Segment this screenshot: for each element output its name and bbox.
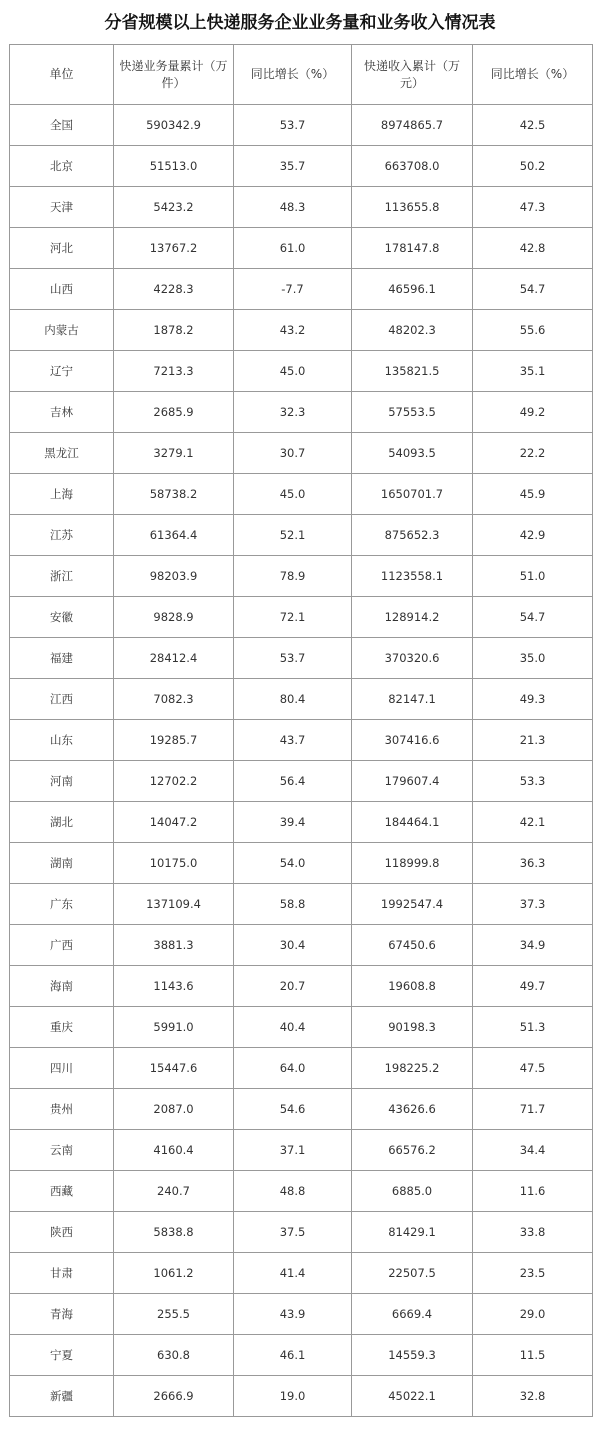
table-row [10, 1253, 593, 1294]
page-title: 分省规模以上快递服务企业业务量和业务收入情况表 [104, 13, 496, 33]
cell-region: 内蒙古 [10, 310, 114, 351]
cell-region: 河北 [10, 228, 114, 269]
cell-volume: 7082.3 [114, 679, 234, 720]
cell-region: 福建 [10, 638, 114, 679]
cell-volume-growth: 78.9 [234, 556, 352, 597]
cell-revenue-growth: 32.8 [473, 1376, 593, 1417]
cell-volume-growth: 54.0 [234, 843, 352, 884]
cell-revenue-growth: 42.1 [473, 802, 593, 843]
cell-revenue: 198225.2 [352, 1048, 473, 1089]
cell-volume-growth: 40.4 [234, 1007, 352, 1048]
cell-revenue: 22507.5 [352, 1253, 473, 1294]
cell-volume-growth: 53.7 [234, 638, 352, 679]
header-revenue-cumulative: 快递收入累计（万元） [352, 45, 473, 105]
cell-revenue-growth: 55.6 [473, 310, 593, 351]
cell-revenue-growth: 34.9 [473, 925, 593, 966]
table-row [10, 228, 593, 269]
cell-volume-growth: 64.0 [234, 1048, 352, 1089]
cell-revenue: 46596.1 [352, 269, 473, 310]
cell-revenue: 179607.4 [352, 761, 473, 802]
cell-volume-growth: 48.8 [234, 1171, 352, 1212]
cell-revenue: 90198.3 [352, 1007, 473, 1048]
cell-revenue-growth: 54.7 [473, 597, 593, 638]
cell-volume-growth: 80.4 [234, 679, 352, 720]
cell-volume: 4228.3 [114, 269, 234, 310]
cell-volume: 15447.6 [114, 1048, 234, 1089]
cell-volume-growth: 46.1 [234, 1335, 352, 1376]
cell-region: 全国 [10, 105, 114, 146]
cell-region: 甘肃 [10, 1253, 114, 1294]
cell-region: 广东 [10, 884, 114, 925]
cell-revenue-growth: 29.0 [473, 1294, 593, 1335]
cell-revenue: 67450.6 [352, 925, 473, 966]
cell-volume: 14047.2 [114, 802, 234, 843]
cell-volume-growth: 45.0 [234, 474, 352, 515]
cell-revenue: 43626.6 [352, 1089, 473, 1130]
table-row [10, 1130, 593, 1171]
cell-volume: 3279.1 [114, 433, 234, 474]
cell-revenue: 307416.6 [352, 720, 473, 761]
table-row [10, 556, 593, 597]
table-row [10, 187, 593, 228]
cell-revenue: 135821.5 [352, 351, 473, 392]
cell-revenue-growth: 71.7 [473, 1089, 593, 1130]
cell-volume-growth: 53.7 [234, 105, 352, 146]
cell-volume: 2685.9 [114, 392, 234, 433]
cell-revenue: 113655.8 [352, 187, 473, 228]
cell-volume: 2666.9 [114, 1376, 234, 1417]
cell-volume: 1143.6 [114, 966, 234, 1007]
cell-volume-growth: 48.3 [234, 187, 352, 228]
cell-region: 北京 [10, 146, 114, 187]
cell-revenue: 48202.3 [352, 310, 473, 351]
cell-revenue-growth: 47.5 [473, 1048, 593, 1089]
cell-volume: 13767.2 [114, 228, 234, 269]
cell-region: 山西 [10, 269, 114, 310]
cell-revenue: 81429.1 [352, 1212, 473, 1253]
table-row [10, 433, 593, 474]
table-row [10, 802, 593, 843]
cell-revenue: 45022.1 [352, 1376, 473, 1417]
table-row [10, 925, 593, 966]
cell-volume-growth: 35.7 [234, 146, 352, 187]
cell-revenue: 82147.1 [352, 679, 473, 720]
header-volume-cumulative: 快递业务量累计（万件） [114, 45, 234, 105]
cell-volume: 1878.2 [114, 310, 234, 351]
table-row [10, 310, 593, 351]
cell-volume: 3881.3 [114, 925, 234, 966]
cell-volume-growth: 52.1 [234, 515, 352, 556]
cell-volume-growth: 54.6 [234, 1089, 352, 1130]
cell-volume-growth: 56.4 [234, 761, 352, 802]
cell-volume: 630.8 [114, 1335, 234, 1376]
cell-volume-growth: 37.1 [234, 1130, 352, 1171]
cell-region: 上海 [10, 474, 114, 515]
cell-revenue-growth: 33.8 [473, 1212, 593, 1253]
table-row [10, 146, 593, 187]
cell-volume-growth: 58.8 [234, 884, 352, 925]
cell-revenue-growth: 23.5 [473, 1253, 593, 1294]
cell-region: 河南 [10, 761, 114, 802]
cell-region: 山东 [10, 720, 114, 761]
table-row [10, 515, 593, 556]
cell-volume: 61364.4 [114, 515, 234, 556]
cell-volume: 1061.2 [114, 1253, 234, 1294]
cell-revenue-growth: 42.9 [473, 515, 593, 556]
cell-revenue-growth: 47.3 [473, 187, 593, 228]
table-body [10, 105, 593, 1417]
cell-region: 江西 [10, 679, 114, 720]
cell-revenue-growth: 51.0 [473, 556, 593, 597]
cell-revenue: 19608.8 [352, 966, 473, 1007]
cell-revenue: 118999.8 [352, 843, 473, 884]
cell-region: 辽宁 [10, 351, 114, 392]
cell-revenue-growth: 22.2 [473, 433, 593, 474]
cell-volume: 255.5 [114, 1294, 234, 1335]
cell-volume: 4160.4 [114, 1130, 234, 1171]
table-row [10, 720, 593, 761]
cell-revenue-growth: 36.3 [473, 843, 593, 884]
table-row [10, 1376, 593, 1417]
cell-volume-growth: 32.3 [234, 392, 352, 433]
cell-revenue-growth: 50.2 [473, 146, 593, 187]
cell-revenue-growth: 45.9 [473, 474, 593, 515]
table-row [10, 1294, 593, 1335]
cell-volume-growth: 19.0 [234, 1376, 352, 1417]
header-revenue-yoy-growth: 同比增长（%） [473, 45, 593, 105]
cell-volume: 240.7 [114, 1171, 234, 1212]
cell-revenue-growth: 49.7 [473, 966, 593, 1007]
cell-volume: 28412.4 [114, 638, 234, 679]
cell-region: 湖北 [10, 802, 114, 843]
cell-volume-growth: 72.1 [234, 597, 352, 638]
cell-revenue: 663708.0 [352, 146, 473, 187]
cell-volume: 5838.8 [114, 1212, 234, 1253]
cell-revenue: 57553.5 [352, 392, 473, 433]
cell-revenue: 875652.3 [352, 515, 473, 556]
cell-revenue: 54093.5 [352, 433, 473, 474]
cell-region: 吉林 [10, 392, 114, 433]
table-row [10, 679, 593, 720]
table-row [10, 638, 593, 679]
cell-revenue: 8974865.7 [352, 105, 473, 146]
cell-revenue: 128914.2 [352, 597, 473, 638]
cell-region: 湖南 [10, 843, 114, 884]
table-row [10, 761, 593, 802]
cell-volume-growth: 30.7 [234, 433, 352, 474]
cell-revenue: 14559.3 [352, 1335, 473, 1376]
cell-region: 江苏 [10, 515, 114, 556]
cell-volume-growth: 43.9 [234, 1294, 352, 1335]
cell-volume-growth: 61.0 [234, 228, 352, 269]
express-stats-table [9, 44, 593, 1417]
table-row [10, 474, 593, 515]
cell-volume: 590342.9 [114, 105, 234, 146]
cell-revenue-growth: 35.0 [473, 638, 593, 679]
cell-revenue-growth: 42.8 [473, 228, 593, 269]
cell-revenue: 1123558.1 [352, 556, 473, 597]
cell-volume: 137109.4 [114, 884, 234, 925]
cell-revenue: 6669.4 [352, 1294, 473, 1335]
cell-region: 贵州 [10, 1089, 114, 1130]
cell-volume-growth: 45.0 [234, 351, 352, 392]
table-row [10, 269, 593, 310]
cell-volume-growth: 37.5 [234, 1212, 352, 1253]
cell-volume-growth: 30.4 [234, 925, 352, 966]
cell-volume-growth: -7.7 [234, 269, 352, 310]
cell-revenue: 6885.0 [352, 1171, 473, 1212]
cell-revenue-growth: 51.3 [473, 1007, 593, 1048]
cell-region: 云南 [10, 1130, 114, 1171]
cell-volume: 98203.9 [114, 556, 234, 597]
cell-revenue-growth: 35.1 [473, 351, 593, 392]
cell-volume: 7213.3 [114, 351, 234, 392]
table-row [10, 392, 593, 433]
table-row [10, 597, 593, 638]
cell-region: 青海 [10, 1294, 114, 1335]
cell-region: 黑龙江 [10, 433, 114, 474]
table-row [10, 1089, 593, 1130]
cell-volume: 51513.0 [114, 146, 234, 187]
table-row [10, 966, 593, 1007]
table-row [10, 1171, 593, 1212]
table-row [10, 1212, 593, 1253]
cell-volume-growth: 43.2 [234, 310, 352, 351]
cell-revenue-growth: 11.6 [473, 1171, 593, 1212]
cell-revenue: 66576.2 [352, 1130, 473, 1171]
cell-volume-growth: 20.7 [234, 966, 352, 1007]
cell-region: 浙江 [10, 556, 114, 597]
cell-revenue-growth: 54.7 [473, 269, 593, 310]
cell-revenue: 184464.1 [352, 802, 473, 843]
cell-region: 重庆 [10, 1007, 114, 1048]
cell-revenue-growth: 49.3 [473, 679, 593, 720]
cell-region: 四川 [10, 1048, 114, 1089]
cell-volume: 12702.2 [114, 761, 234, 802]
table-row [10, 351, 593, 392]
cell-volume: 9828.9 [114, 597, 234, 638]
cell-revenue-growth: 42.5 [473, 105, 593, 146]
cell-region: 安徽 [10, 597, 114, 638]
cell-revenue: 1650701.7 [352, 474, 473, 515]
cell-volume: 10175.0 [114, 843, 234, 884]
cell-volume: 5991.0 [114, 1007, 234, 1048]
cell-revenue: 370320.6 [352, 638, 473, 679]
cell-revenue: 178147.8 [352, 228, 473, 269]
cell-region: 陕西 [10, 1212, 114, 1253]
cell-revenue-growth: 21.3 [473, 720, 593, 761]
cell-region: 宁夏 [10, 1335, 114, 1376]
cell-revenue-growth: 37.3 [473, 884, 593, 925]
cell-revenue: 1992547.4 [352, 884, 473, 925]
table-row [10, 843, 593, 884]
cell-revenue-growth: 49.2 [473, 392, 593, 433]
cell-volume: 58738.2 [114, 474, 234, 515]
cell-revenue-growth: 34.4 [473, 1130, 593, 1171]
table-row [10, 105, 593, 146]
cell-region: 海南 [10, 966, 114, 1007]
table-row [10, 1335, 593, 1376]
table-header [10, 45, 593, 105]
header-row [10, 45, 593, 105]
cell-volume-growth: 43.7 [234, 720, 352, 761]
cell-volume: 2087.0 [114, 1089, 234, 1130]
cell-region: 天津 [10, 187, 114, 228]
header-volume-yoy-growth: 同比增长（%） [234, 45, 352, 105]
cell-volume-growth: 41.4 [234, 1253, 352, 1294]
cell-region: 新疆 [10, 1376, 114, 1417]
table-row [10, 884, 593, 925]
table-row [10, 1048, 593, 1089]
cell-revenue-growth: 11.5 [473, 1335, 593, 1376]
cell-volume: 5423.2 [114, 187, 234, 228]
cell-revenue-growth: 53.3 [473, 761, 593, 802]
cell-volume-growth: 39.4 [234, 802, 352, 843]
cell-region: 西藏 [10, 1171, 114, 1212]
header-region: 单位 [10, 45, 114, 105]
cell-volume: 19285.7 [114, 720, 234, 761]
cell-region: 广西 [10, 925, 114, 966]
table-row [10, 1007, 593, 1048]
